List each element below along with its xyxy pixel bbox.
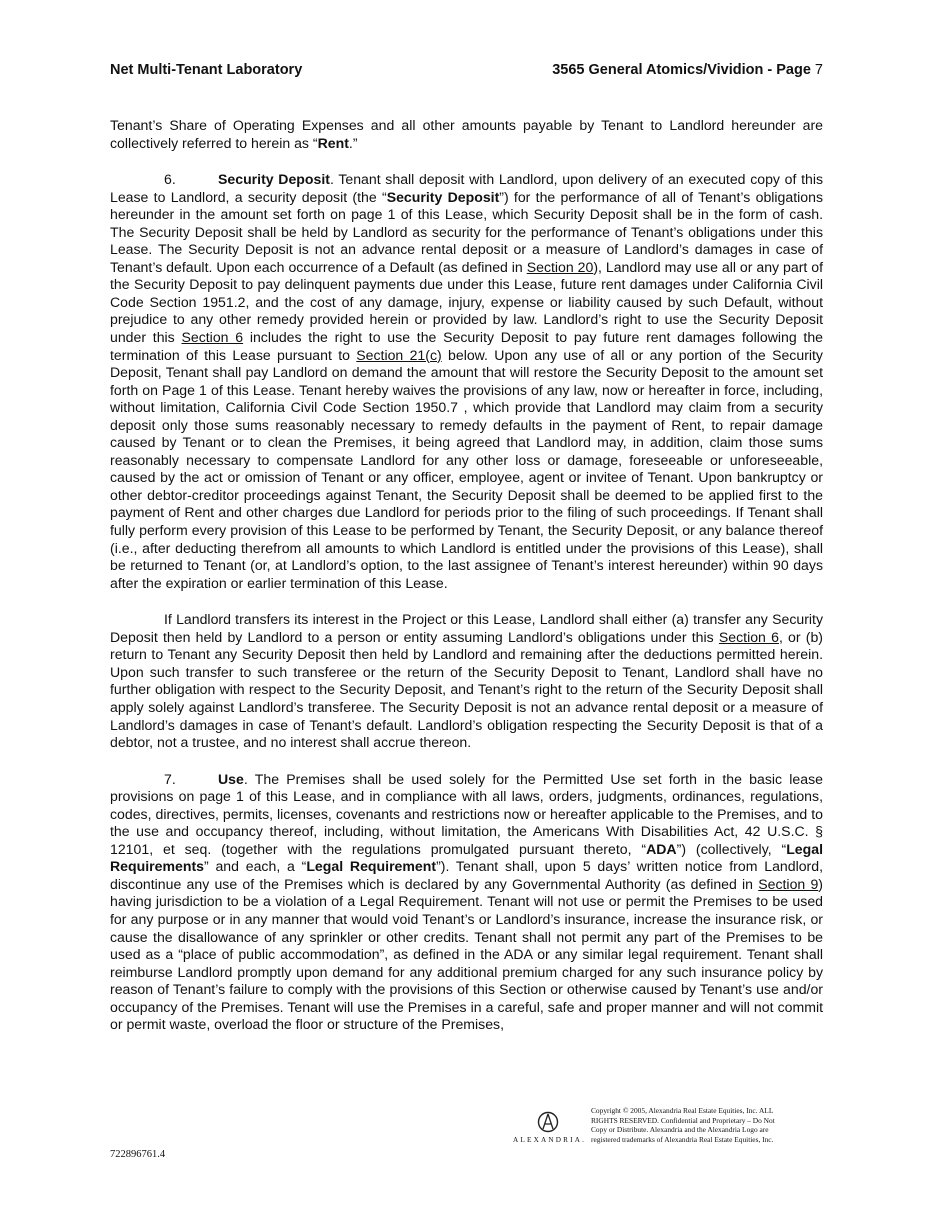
text-run: If Landlord transfers its interest in the Project or this Lease, Landlord shall either (a) transfer any Security Deposit then held by Landlord to a person or entity assuming Landlord’s obligations under this <box>110 611 823 645</box>
copyright-line: registered trademarks of Alexandria Real Estate Equities, Inc. <box>591 1134 774 1144</box>
text-run: Tenant’s Share of Operating Expenses and all other amounts payable by Tenant to Landlord hereunder are collectively referred to herein as “ <box>110 117 823 151</box>
paragraph-security-deposit <box>110 171 823 592</box>
text-run: ), Landlord may use all or any part of the Security Deposit to pay delinquent payments due under this Lease, future rent damages under California Civil Code Section 1951.2, and the cost of any damage, injury, expense or liability caused by such Default, without prejudice to any other remedy provided herein or provided by law. Landlord’s right to use the Security Deposit under this <box>110 258 823 346</box>
document-number: 722896761.4 <box>110 1149 166 1160</box>
section-reference: Section 20 <box>526 258 594 275</box>
defined-term-legal-requirement: Legal Requirement <box>306 858 437 875</box>
page-number: 7 <box>814 62 823 78</box>
document-title: Net Multi-Tenant Laboratory <box>110 62 303 78</box>
logo-wordmark: ALEXANDRIA. <box>513 1136 587 1144</box>
copyright-line: Copyright © 2005, Alexandria Real Estate Equities, Inc. ALL <box>591 1106 774 1115</box>
copyright-line: Copy or Distribute. Alexandria and the Alexandria Logo are <box>591 1125 769 1135</box>
text-run: ”). Tenant shall, upon 5 days’ written notice from Landlord, discontinue any use of the Premises which is declared by any Governmental Authority (as defined in <box>110 858 824 892</box>
page-reference-label: 3565 General Atomics/Vividion - Page <box>552 62 815 78</box>
text-run: ”) for the performance of all of Tenant’s obligations hereunder in the amount set forth on page 1 of this Lease, which Security Deposit shall be in the form of cash. The Security Deposit shall be held by Landlord as security for the performance of Tenant’s obligations under this Lease. The Security Deposit is not an advance rental deposit or a measure of Landlord’s damages in case of Tenant’s default. Upon each occurrence of a Default (as defined in <box>110 188 823 275</box>
page-header <box>110 62 823 82</box>
section-heading: Security Deposit <box>218 171 330 188</box>
section-number: 7. <box>164 770 176 787</box>
document-body <box>110 117 823 1053</box>
section-reference: Section 21(c) <box>356 346 442 363</box>
section-heading: Use <box>218 770 244 787</box>
text-run: . Tenant shall deposit with Landlord, upon delivery of an executed copy of this Lease to Landlord, a security deposit (the “ <box>110 171 824 205</box>
defined-term-legal-requirements: Legal Requirements <box>110 840 823 875</box>
text-run: .” <box>348 134 358 151</box>
copyright-line: RIGHTS RESERVED. Confidential and Proprietary – Do Not <box>591 1115 775 1125</box>
paragraph-rent-definition <box>110 117 823 152</box>
alexandria-logo <box>513 1111 585 1151</box>
section-number: 6. <box>164 171 176 188</box>
text-run: includes the right to use the Security Deposit to pay future rent damages following the termination of this Lease pursuant to <box>110 329 824 363</box>
text-run: ) having jurisdiction to be a violation of a Legal Requirement. Tenant will not use or permit the Premises to be used for any purpose or in any manner that would void Tenant’s or Landlord’s insurance, increase the insurance risk, or cause the disallowance of any sprinkler or other credits. Tenant shall not permit any part of the Premises to be used as a “place of public accommodation”, as defined in the ADA or any similar legal requirement. Tenant shall reimburse Landlord promptly upon demand for any additional premium charged for any such insurance policy by reason of Tenant’s failure to comply with the provisions of this Section or otherwise caused by Tenant’s use and/or occupancy of the Premises. Tenant will use the Premises in a careful, safe and proper manner and will not commit or permit waste, overload the floor or structure of the Premises, <box>110 875 823 1033</box>
section-reference: Section 6 <box>181 329 244 346</box>
section-reference: Section 6 <box>718 628 779 645</box>
section-reference: Section 9 <box>758 875 819 892</box>
alexandria-logo-icon <box>537 1111 559 1133</box>
text-run: below. Upon any use of all or any portion of the Security Deposit, Tenant shall pay Landlord on demand the amount that will restore the Security Deposit to the amount set forth on Page 1 of this Lease. Tenant hereby waives the provisions of any law, now or hereafter in force, including, without limitation, California Civil Code Section 1950.7 , which provide that Landlord may claim from a security deposit only those sums reasonably necessary to remedy defaults in the payment of Rent, to repair damage caused by Tenant or to clean the Premises, it being agreed that Landlord may, in addition, claim those sums reasonably necessary to compensate Landlord for any other loss or damage, foreseeable or unforeseeable, caused by the act or omission of Tenant or any officer, employee, agent or invitee of Tenant. Upon bankruptcy or other debtor-creditor proceedings against Tenant, the Security Deposit shall be deemed to be applied first to the payment of Rent and other charges due Landlord for periods prior to the filing of such proceedings. If Tenant shall fully perform every provision of this Lease to be performed by Tenant, the Security Deposit, or any balance thereof (i.e., after deducting therefrom all amounts to which Landlord is entitled under the provisions of this Lease), shall be returned to Tenant (or, at Landlord’s option, to the last assignee of Tenant’s interest hereunder) within 90 days after the expiration or earlier termination of this Lease. <box>110 346 823 591</box>
paragraph-deposit-transfer <box>110 611 823 751</box>
copyright-notice <box>591 1106 816 1144</box>
defined-term-security-deposit: Security Deposit <box>386 188 500 205</box>
text-run: ” and each, a “ <box>203 858 307 875</box>
text-run: , or (b) return to Tenant any Security Deposit then held by Landlord and remaining after the deductions permitted herein. Upon such transfer to such transferee or the return of the Security Deposit to Tenant, Landlord shall have no further obligation with respect to the Security Deposit, and Tenant’s right to the return of the Security Deposit shall apply solely against Landlord’s transferee. The Security Deposit is not an advance rental deposit or a measure of Landlord’s damages in case of Tenant’s default. Landlord’s obligation respecting the Security Deposit is that of a debtor, not a trustee, and no interest shall accrue thereon. <box>110 628 823 751</box>
paragraph-use <box>110 771 823 1034</box>
defined-term-rent: Rent <box>317 134 349 151</box>
page-reference <box>552 62 823 78</box>
defined-term-ada: ADA <box>646 840 677 857</box>
text-run: . The Premises shall be used solely for the Permitted Use set forth in the basic lease provisions on page 1 of this Lease, and in compliance with all laws, orders, judgments, ordinances, regulations, codes, directives, permits, licenses, covenants and restrictions now or hereafter applicable to the Premises, and to the use and occupancy thereof, including, without limitation, the Americans With Disabilities Act, 42 U.S.C. § 12101, et seq. (together with the regulations promulgated pursuant thereto, “ <box>110 770 823 857</box>
text-run: ”) (collectively, “ <box>676 840 787 857</box>
